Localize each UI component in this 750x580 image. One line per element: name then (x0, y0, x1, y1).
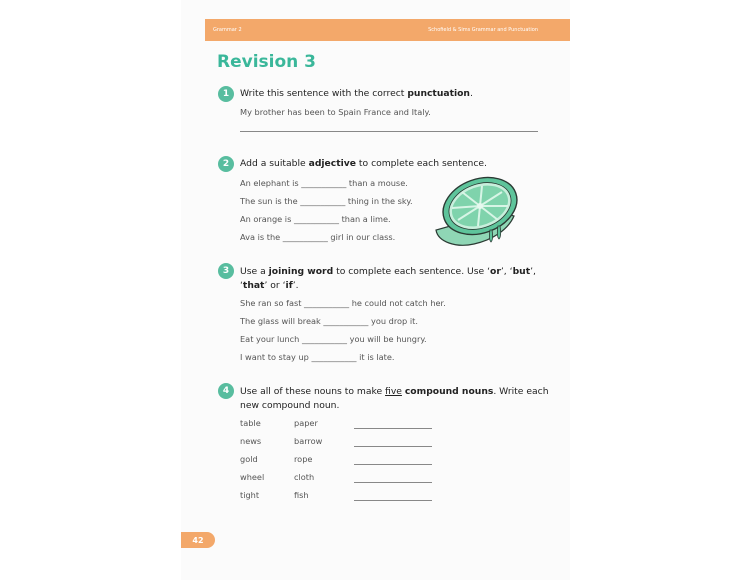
question-4-instruction: Use all of these nouns to make five compound nouns. Write each new compound noun. (240, 386, 549, 411)
noun-left-1: table (240, 418, 261, 428)
compound-answer-line-3[interactable] (354, 464, 432, 465)
noun-right-5: fish (294, 490, 309, 500)
question-2-sentence-1: An elephant is ___________ than a mouse. (240, 178, 408, 188)
noun-left-3: gold (240, 454, 258, 464)
question-2-instruction: Add a suitable adjective to complete each sentence. (240, 158, 487, 169)
question-number-4: 4 (218, 383, 234, 399)
compound-answer-line-4[interactable] (354, 482, 432, 483)
noun-left-4: wheel (240, 472, 265, 482)
question-3-sentence-1: She ran so fast ___________ he could not catch her. (240, 298, 446, 308)
noun-right-4: cloth (294, 472, 315, 482)
question-2-sentence-4: Ava is the ___________ girl in our class. (240, 232, 396, 242)
question-1-sentence: My brother has been to Spain France and Italy. (240, 107, 431, 117)
header-band (205, 19, 570, 41)
lime-illustration (430, 172, 522, 250)
compound-answer-line-5[interactable] (354, 500, 432, 501)
question-2-sentence-3: An orange is ___________ than a lime. (240, 214, 391, 224)
header-book-title: Schofield & Sims Grammar and Punctuation (428, 27, 538, 33)
question-number-3: 3 (218, 263, 234, 279)
question-number-2: 2 (218, 156, 234, 172)
question-3-instruction: Use a joining word to complete each sentence. Use ‘or’, ‘but’, ‘that’ or ‘if’. (240, 266, 536, 291)
noun-left-2: news (240, 436, 262, 446)
noun-right-2: barrow (294, 436, 323, 446)
compound-answer-line-2[interactable] (354, 446, 432, 447)
question-1-answer-line[interactable] (240, 131, 538, 132)
header-section-label: Grammar 2 (213, 27, 242, 33)
question-2-sentence-2: The sun is the ___________ thing in the sky. (240, 196, 413, 206)
question-number-1: 1 (218, 86, 234, 102)
noun-left-5: tight (240, 490, 260, 500)
noun-right-1: paper (294, 418, 318, 428)
question-3-sentence-4: I want to stay up ___________ it is late. (240, 352, 395, 362)
page-title: Revision 3 (217, 52, 317, 72)
page-number: 42 (181, 532, 215, 548)
question-3-sentence-2: The glass will break ___________ you drop it. (240, 316, 418, 326)
noun-right-3: rope (294, 454, 313, 464)
question-1-instruction: Write this sentence with the correct punctuation. (240, 88, 473, 99)
question-3-sentence-3: Eat your lunch ___________ you will be hungry. (240, 334, 427, 344)
compound-answer-line-1[interactable] (354, 428, 432, 429)
